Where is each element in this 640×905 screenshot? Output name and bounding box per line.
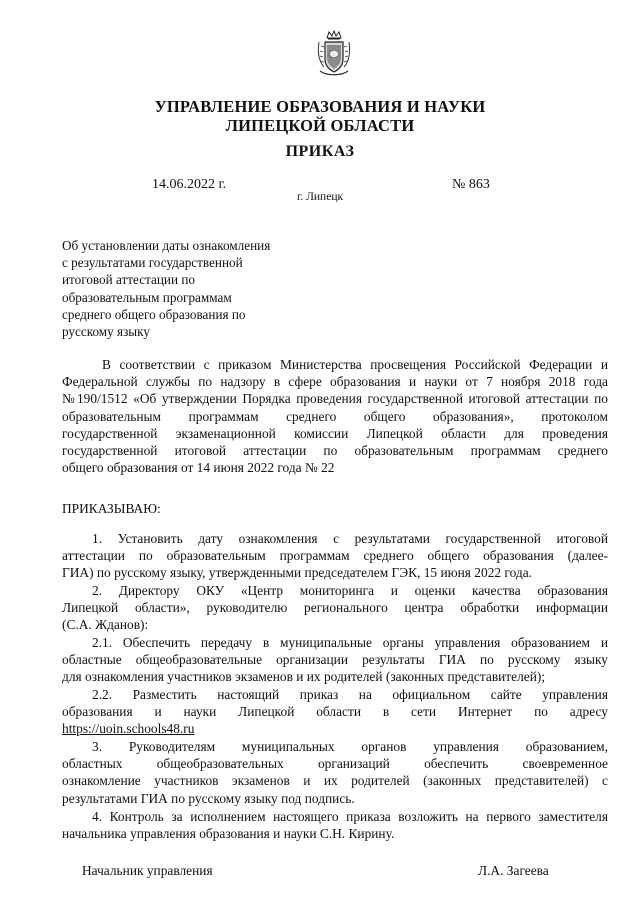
order-city: г. Липецк [296,191,344,203]
item-2-1 [62,634,608,686]
subject-line: русскому языку [62,324,150,340]
item-line: 1. Установить дату ознакомления с результатами государственной итоговой [92,531,608,546]
item-line: образования и науки Липецкой области в сети Интернет по адресу [62,704,608,720]
order-word: ПРИКАЗЫВАЮ: [62,501,161,516]
item-2-2 [62,686,608,738]
item-2 [62,582,608,634]
preamble-line: Федеральной службы по надзору в сфере образования и науки от 7 ноября 2018 года [62,374,608,390]
subject-line: Об установлении даты ознакомления [62,238,271,253]
order-subject [62,237,312,340]
subject-line: среднего общего образования по [62,306,246,322]
item-line: ознакомление участников экзаменов и их родителей (законных представителей) с [62,773,608,789]
coat-of-arms-icon [314,29,354,79]
item-line: Липецкой области», руководителю регионального центра обработки информации [62,600,608,616]
signatory-name: Л.А. Загеева [478,863,549,878]
item-line: аттестации по образовательным программам среднего общего образования (далее- [62,548,608,564]
order-number: № 863 [452,177,490,192]
signatory-position: Начальник управления [82,863,213,878]
preamble-line: №190/1512 «Об утверждении Порядка проведения государственной итоговой аттестации по [62,391,608,407]
preamble-line: государственной итоговой аттестации по образовательным программам среднего [62,443,608,459]
preamble-line: образовательным программам среднего общего образования», протоколом [62,408,608,424]
item-line: областные общеобразовательные организации результаты ГИА по русскому языку [62,652,608,668]
org-name-line2: ЛИПЕЦКОЙ ОБЛАСТИ [225,116,415,135]
item-3 [62,738,608,807]
item-line: областных общеобразовательных организаций обеспечить своевременное [62,756,608,772]
item-line: (С.А. Жданов): [62,617,149,633]
item-4 [62,808,608,842]
item-line: ГИА) по русскому языку, утвержденными председателем ГЭК, 15 июня 2022 года. [62,565,533,581]
preamble-line: государственной экзаменационной комиссии Липецкой области для проведения [62,425,608,441]
item-line: для ознакомления участников экзаменов и их родителей (законных представителей); [62,669,546,685]
preamble-line: общего образования от 14 июня 2022 года № 22 [62,460,335,476]
subject-line: итоговой аттестации по [62,272,195,288]
item-line: 2. Директору ОКУ «Центр мониторинга и оценки качества образования [92,583,608,598]
item-line: начальника управления образования и науки С.Н. Кирину. [62,826,395,842]
item-line: 3. Руководителям муниципальных органов управления образованием, [92,739,608,754]
item-line: 2.2. Разместить настоящий приказ на официальном сайте управления [92,687,608,702]
item-line: 4. Контроль за исполнением настоящего приказа возложить на первого заместителя [92,809,608,824]
item-line: 2.1. Обеспечить передачу в муниципальные органы управления образованием и [92,635,608,650]
item-line: результатами ГИА по русскому языку под подпись. [62,790,355,806]
preamble-paragraph [62,356,608,476]
org-name-line1: УПРАВЛЕНИЕ ОБРАЗОВАНИЯ И НАУКИ [154,97,486,116]
preamble-line: В соответствии с приказом Министерства просвещения Российской Федерации и [102,357,608,372]
document-type: ПРИКАЗ [285,143,355,160]
subject-line: с результатами государственной [62,255,243,271]
site-link[interactable]: https://uoin.schools48.ru [62,721,195,737]
item-1 [62,530,608,582]
subject-line: образовательным программам [62,289,232,305]
order-date: 14.06.2022 г. [152,177,227,192]
